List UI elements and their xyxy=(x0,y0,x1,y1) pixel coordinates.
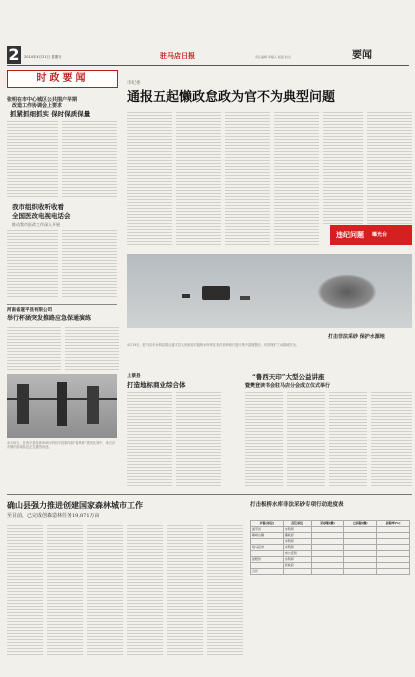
table-cell: 水利局 xyxy=(283,545,311,551)
banner-title: 时政要闻 xyxy=(36,73,89,84)
story2-title-line2: 全国医改电视电话会 xyxy=(12,212,71,220)
table-cell: 水利局 xyxy=(283,539,311,545)
main-body-col3 xyxy=(225,112,270,246)
bottom-right-title: 打击板桥水库非法采砂专项行动进度表 xyxy=(250,502,344,508)
story3-body-col1 xyxy=(7,327,61,371)
bottom-left-title: 确山县强力推进创建国家森林城市工作 xyxy=(7,500,143,510)
date-line: 2014年4月21日 星期日 xyxy=(24,55,62,59)
main-body-col2 xyxy=(176,112,221,246)
story3-body-col2 xyxy=(65,327,119,371)
tug-of-war-photo xyxy=(7,374,117,438)
water-photo xyxy=(127,254,412,328)
photo-caption-title: 打击非法采砂 保护水源地 xyxy=(328,334,385,340)
mid-right-col3 xyxy=(329,392,367,488)
left-rule xyxy=(7,304,117,305)
table-header: 已拆除(艘) xyxy=(344,521,377,527)
page-number: 2 xyxy=(8,45,20,64)
progress-table xyxy=(250,520,410,575)
bottom-rule xyxy=(7,494,412,495)
bottom-left-col4 xyxy=(127,525,163,655)
player-shape xyxy=(57,382,67,426)
boat-photo-shape xyxy=(182,294,190,298)
main-body-col4 xyxy=(274,112,319,246)
table-header: 责任单位 xyxy=(283,521,311,527)
table-cell: 水利局 xyxy=(283,557,311,563)
story2-body-col2 xyxy=(62,230,117,298)
table-cell: 合计 xyxy=(251,569,284,575)
shizheng-banner xyxy=(7,70,118,88)
table-cell xyxy=(311,569,344,575)
mid-left-title: 打造地标商业综合体 xyxy=(127,381,186,389)
table-cell: 镇政府 xyxy=(283,533,311,539)
section-title: 要闻 xyxy=(352,50,372,61)
paper-name: 驻马店日报 xyxy=(160,51,195,60)
bottom-left-col6 xyxy=(207,525,243,655)
main-title: 通报五起懒政怠政为官不为典型问题 xyxy=(127,90,336,105)
story1-title-line1: 张明在市中心城区公共围户早期 xyxy=(7,97,78,103)
left-photo-caption: 4月20日，在西平县体育场举行的西平县第四届“春风杯”拔河比赛中，来自各乡镇的参赛队伍正在激烈角逐。 xyxy=(7,441,116,449)
story2-title-line1: 我市组织收听收看 xyxy=(12,203,64,211)
player-shape xyxy=(87,386,99,424)
mid-right-col4 xyxy=(371,392,412,488)
violation-box xyxy=(330,225,412,245)
story3-title: 举行杯涵突发推路应急保通演练 xyxy=(7,315,92,322)
story1-title-line3: 抓紧抓细抓实 保时保质保量 xyxy=(10,110,91,118)
mid-right-title: “鲁西天印”大型公益讲座 xyxy=(252,373,325,381)
explosion-plume xyxy=(317,274,377,310)
boat-photo-shape xyxy=(240,296,250,300)
story3-kicker: 河南省遂平县有限公司 xyxy=(7,308,52,313)
table-row xyxy=(251,569,410,575)
table-cell: 市公安局 xyxy=(283,551,311,557)
table-cell: 县政府 xyxy=(283,563,311,569)
story1-body-col1 xyxy=(7,121,58,199)
photo-caption-body: 4月19日，驻马店市水利局联合遂平县人民政府对板桥水库库区非法采砂船只进行集中清理整治，有效保护了水源地安全。 xyxy=(127,343,299,347)
main-body-col1 xyxy=(127,112,172,246)
editor-line: 责任编辑 审稿人 版面 校对 xyxy=(255,55,291,59)
mid-left-kicker: 上蔡县 xyxy=(127,374,141,379)
table-cell: 驻马店市 xyxy=(251,545,284,551)
table-cell xyxy=(283,569,311,575)
bottom-left-col3 xyxy=(87,525,123,655)
table-cell: 泌阳县 xyxy=(251,557,284,563)
bottom-left-col1 xyxy=(7,525,43,655)
bottom-left-col2 xyxy=(47,525,83,655)
main-kicker: 市纪委 xyxy=(127,81,141,86)
boat-photo-shape xyxy=(202,286,230,300)
table-header: 乡镇(单位) xyxy=(251,521,284,527)
story1-body-col2 xyxy=(62,121,117,199)
mid-right-col1 xyxy=(245,392,283,488)
player-shape xyxy=(17,384,29,424)
story2-body-col1 xyxy=(7,230,58,298)
masthead-rule xyxy=(7,65,409,66)
story2-subtitle: 推动我市医改工作深入开展 xyxy=(12,222,60,227)
table-cell xyxy=(377,569,410,575)
main-body-col6 xyxy=(367,112,412,224)
bottom-left-col5 xyxy=(167,525,203,655)
table-header: 采砂船(艘) xyxy=(311,521,344,527)
table-header: 拆除率(%) xyxy=(377,521,410,527)
mid-right-col2 xyxy=(287,392,325,488)
mid-left-col1 xyxy=(127,392,172,488)
violation-box-title: 违纪问题 xyxy=(336,231,364,239)
mid-left-col2 xyxy=(176,392,221,488)
story1-title-line2: 改造工作协调会上要求 xyxy=(12,103,63,109)
violation-box-sub: 曝光台 xyxy=(372,232,388,238)
main-body-col5 xyxy=(323,112,363,224)
table-cell: 嵖岈山镇 xyxy=(251,533,284,539)
table-cell xyxy=(344,569,377,575)
table-cell: 水利局 xyxy=(283,527,311,533)
bottom-left-subtitle: 至目前，已完成创森造林任务19,871万亩 xyxy=(7,513,100,519)
mid-right-subtitle: 暨樊登读书会驻马店分会成立仪式举行 xyxy=(245,383,331,389)
table-cell: 遂平县 xyxy=(251,527,284,533)
